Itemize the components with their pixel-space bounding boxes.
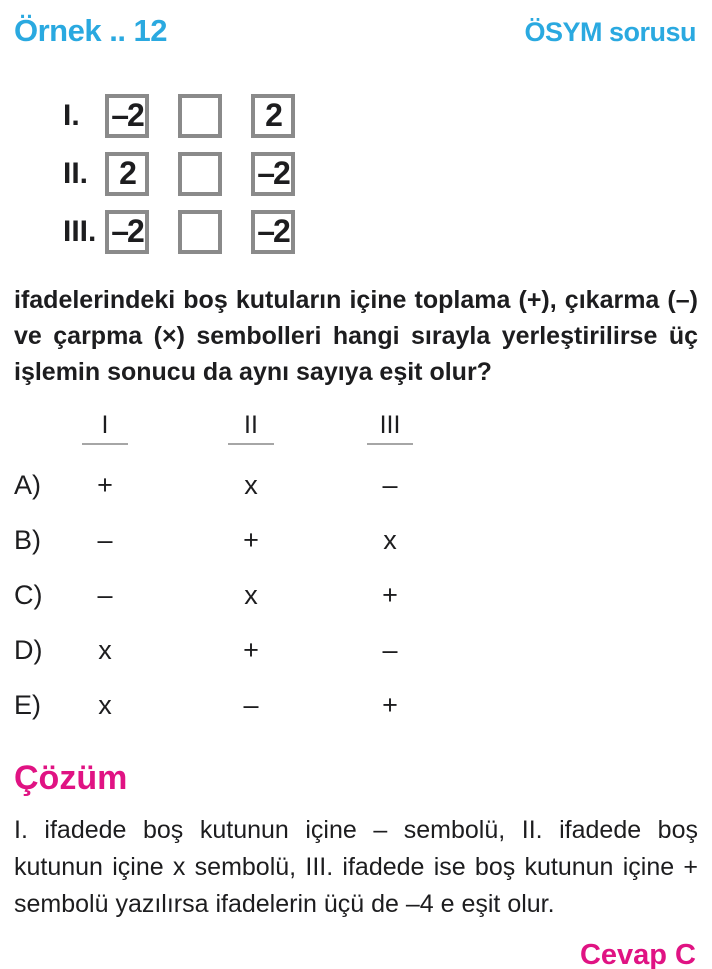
option-letter: C): [14, 580, 43, 610]
operand-box: –2: [251, 152, 295, 196]
expression-row-3: [63, 209, 712, 254]
option-symbol: –: [382, 470, 398, 500]
option-symbol: –: [97, 580, 113, 610]
option-row-C: [14, 568, 454, 623]
option-row-A: [14, 458, 454, 513]
expression-label: III.: [63, 214, 97, 248]
expression-label: I.: [63, 98, 80, 132]
option-letter: B): [14, 525, 41, 555]
option-symbol: +: [243, 635, 259, 665]
option-row-D: [14, 623, 454, 678]
page-header: [0, 0, 712, 49]
column-header-III: III: [346, 411, 434, 445]
question-text: ifadelerindeki boş kutuların içine toplama (+), çıkarma (–) ve çarpma (×) sembolleri hangi sırayla yerleştirilirse üç işlemin sonucu da aynı sayıya eşit olur?: [14, 286, 698, 386]
solution-heading: Çözüm: [14, 759, 128, 797]
operand-box: 2: [251, 94, 295, 138]
option-symbol: +: [97, 470, 113, 500]
expression-row-1: [63, 93, 712, 138]
options-table-header: [14, 408, 454, 448]
option-symbol: x: [383, 525, 397, 555]
option-symbol: –: [382, 635, 398, 665]
operand-box: –2: [105, 94, 149, 138]
option-letter: A): [14, 470, 41, 500]
option-row-E: [14, 678, 454, 733]
operand-box: –2: [251, 210, 295, 254]
empty-operator-box: [178, 210, 222, 254]
option-symbol: +: [382, 690, 398, 720]
column-header-II: II: [156, 411, 346, 445]
expression-row-2: [63, 151, 712, 196]
column-header-I: I: [54, 411, 156, 445]
example-title: Örnek .. 12: [14, 13, 168, 48]
answer-label: Cevap C: [579, 939, 696, 969]
options-table: [14, 408, 454, 733]
option-symbol: x: [98, 690, 112, 720]
expression-label: II.: [63, 156, 89, 190]
option-letter: D): [14, 635, 43, 665]
empty-operator-box: [178, 94, 222, 138]
option-row-B: [14, 513, 454, 568]
operand-box: 2: [105, 152, 149, 196]
expressions-section: [0, 93, 712, 254]
option-letter: E): [14, 690, 41, 720]
option-symbol: x: [98, 635, 112, 665]
option-symbol: –: [97, 525, 113, 555]
option-symbol: +: [382, 580, 398, 610]
source-badge: ÖSYM sorusu: [524, 17, 696, 47]
option-symbol: –: [243, 690, 259, 720]
option-symbol: +: [243, 525, 259, 555]
operand-box: –2: [105, 210, 149, 254]
option-symbol: x: [244, 580, 258, 610]
solution-text: I. ifadede boş kutunun içine – sembolü, II. ifadede boş kutunun içine x sembolü, III. ifadede ise boş kutunun içine + sembolü yazılırsa ifadelerin üçü de –4 e eşit olur.: [14, 816, 698, 918]
empty-operator-box: [178, 152, 222, 196]
option-symbol: x: [244, 470, 258, 500]
